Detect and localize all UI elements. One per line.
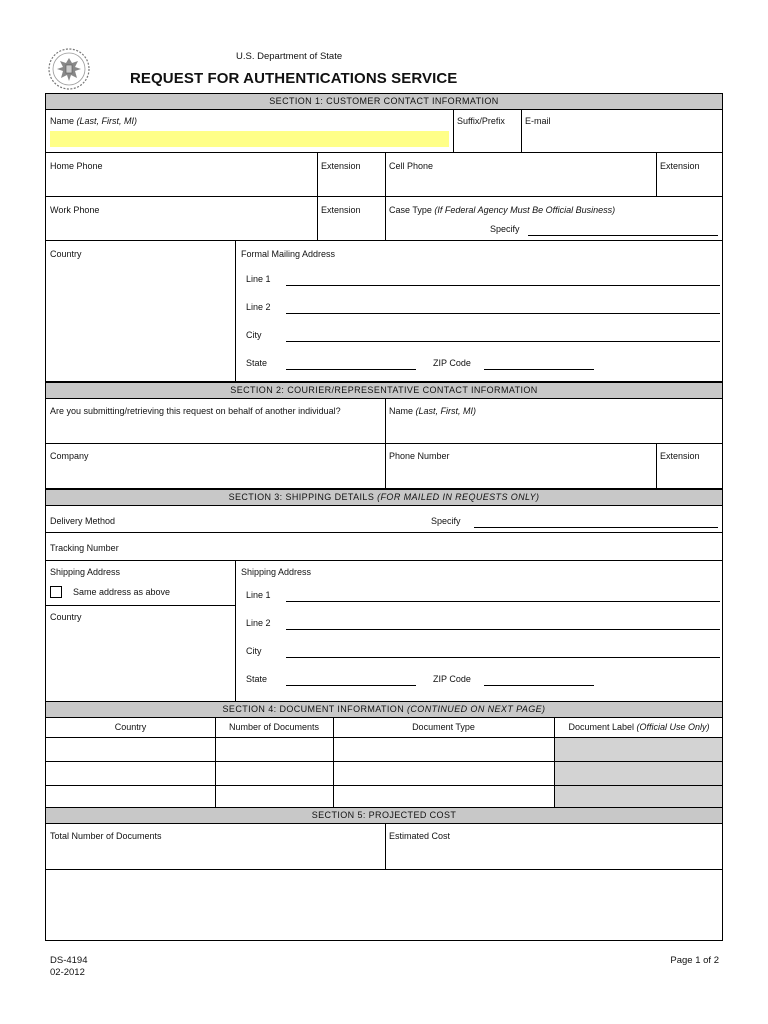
mailing-line1-input[interactable]	[286, 285, 720, 286]
section1-header: SECTION 1: CUSTOMER CONTACT INFORMATION	[45, 93, 723, 110]
courier-company-row	[45, 443, 723, 489]
suffix-field[interactable]: Suffix/Prefix	[453, 110, 521, 152]
work-extension-field[interactable]: Extension	[317, 197, 385, 240]
blank-box	[45, 869, 723, 941]
authentication-form	[45, 93, 723, 941]
doc-header-country: Country	[114, 722, 147, 732]
case-type-field[interactable]: Case Type (If Federal Agency Must Be Official Business) Specify	[385, 197, 722, 240]
name-field[interactable]: Name (Last, First, MI)	[46, 110, 453, 152]
department-name: U.S. Department of State	[236, 51, 343, 62]
behalf-question[interactable]: Are you submitting/retrieving this request on behalf of another individual?	[50, 406, 341, 416]
country-address-row	[45, 240, 723, 382]
mailing-address-field: Formal Mailing Address Line 1 Line 2 City State ZIP Code	[235, 241, 722, 381]
shipping-zip-input[interactable]	[484, 685, 594, 686]
form-date: 02-2012	[50, 967, 85, 978]
cost-row	[45, 823, 723, 870]
mailing-zip-input[interactable]	[484, 369, 594, 370]
mailing-city-input[interactable]	[286, 341, 720, 342]
company-field[interactable]: Company	[50, 451, 89, 461]
work-phone-row	[45, 196, 723, 241]
courier-phone-field[interactable]: Phone Number	[385, 444, 656, 488]
doc-header-label: Document Label (Official Use Only)	[568, 722, 710, 732]
courier-extension-field[interactable]: Extension	[656, 444, 722, 488]
shipping-city-input[interactable]	[286, 657, 720, 658]
section2-header: SECTION 2: COURIER/REPRESENTATIVE CONTACT INFORMATION	[45, 382, 723, 399]
same-address-checkbox[interactable]	[50, 586, 62, 598]
department-seal-icon	[48, 48, 90, 90]
shipping-address-row	[45, 560, 723, 702]
form-title: REQUEST FOR AUTHENTICATIONS SERVICE	[130, 70, 458, 87]
document-row-2[interactable]	[46, 785, 722, 786]
name-input-highlight[interactable]	[50, 131, 449, 147]
page-number: Page 1 of 2	[670, 955, 719, 966]
email-field[interactable]: E-mail	[521, 110, 722, 152]
cell-extension-field[interactable]: Extension	[656, 153, 722, 196]
document-row-1[interactable]	[46, 761, 722, 762]
delivery-method-row: Delivery Method Specify	[45, 505, 723, 533]
delivery-specify-input[interactable]	[474, 527, 718, 528]
shipping-country-field[interactable]: Country	[50, 612, 82, 622]
work-phone-field[interactable]: Work Phone	[50, 205, 100, 215]
total-documents-field[interactable]: Total Number of Documents	[50, 831, 162, 841]
cell-phone-field[interactable]: Cell Phone	[385, 153, 656, 196]
country-field[interactable]: Country	[50, 249, 82, 259]
shipping-line2-input[interactable]	[286, 629, 720, 630]
home-extension-field[interactable]: Extension	[317, 153, 385, 196]
shipping-line1-input[interactable]	[286, 601, 720, 602]
home-phone-row	[45, 152, 723, 197]
mailing-line2-input[interactable]	[286, 313, 720, 314]
estimated-cost-field[interactable]: Estimated Cost	[385, 824, 722, 869]
doc-header-number: Number of Documents	[228, 722, 320, 732]
section5-header: SECTION 5: PROJECTED COST	[45, 807, 723, 824]
courier-name-row	[45, 398, 723, 444]
home-phone-field[interactable]: Home Phone	[50, 161, 103, 171]
shipping-address-field: Shipping Address Line 1 Line 2 City State ZIP Code	[235, 561, 722, 701]
mailing-state-input[interactable]	[286, 369, 416, 370]
case-type-specify-line[interactable]	[528, 235, 718, 236]
name-row	[45, 109, 723, 153]
doc-col-label-official	[554, 737, 722, 808]
section3-header: SECTION 3: SHIPPING DETAILS (FOR MAILED IN REQUESTS ONLY)	[45, 489, 723, 506]
courier-name-field[interactable]: Name (Last, First, MI)	[385, 399, 722, 443]
form-number: DS-4194	[50, 955, 88, 966]
doc-header-type: Document Type	[412, 722, 475, 732]
tracking-row[interactable]: Tracking Number	[45, 532, 723, 561]
shipping-state-input[interactable]	[286, 685, 416, 686]
shipping-left-column: Shipping Address Same address as above Country	[46, 561, 235, 701]
section4-header: SECTION 4: DOCUMENT INFORMATION (CONTINUED ON NEXT PAGE)	[45, 701, 723, 718]
document-table	[45, 717, 723, 808]
